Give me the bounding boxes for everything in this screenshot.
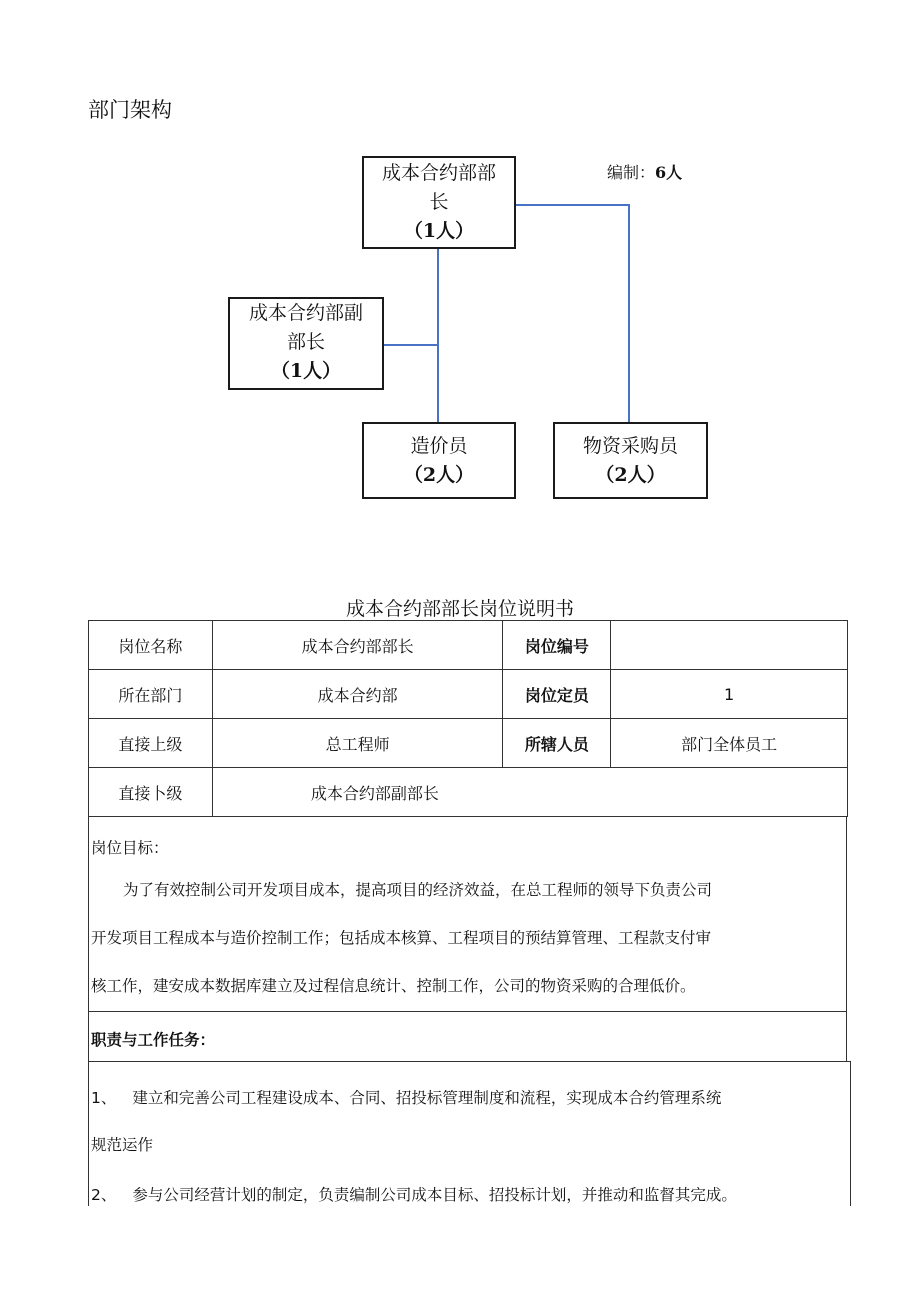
section-title: 部门架构 [88,98,172,122]
duty-item-1-text: 建立和完善公司工程建设成本、合同、招投标管理制度和流程，实现成本合约管理系统 [132,1089,722,1107]
duty-item-1-num: 1、 [91,1089,117,1107]
job-code-value [611,621,848,670]
table-row [89,719,848,768]
org-box-deputy [228,297,384,390]
duties-heading-row [88,1011,847,1061]
org-box-cost-engineer [362,422,516,499]
duty-item-2-text: 参与公司经营计划的制定，负责编制公司成本目标、招投标计划，并推动和监督其完成。 [132,1186,737,1204]
connector-head-down [437,248,439,422]
org-purchaser-count: （2人） [595,464,666,486]
job-goal-line-2: 开发项目工程成本与造价控制工作；包括成本核算、工程项目的预结算管理、工程款支付审 [91,929,712,947]
duties-list [88,1061,851,1206]
duty-item-1 [91,1086,721,1108]
org-purchaser-title: 物资采购员 [582,435,678,457]
org-box-head [362,156,516,249]
job-goal-label: 岗位目标： [91,839,169,857]
direct-report-value: 成本合约部副部长 [212,768,847,817]
duty-item-2-num: 2、 [91,1186,117,1204]
subordinates-label: 所辖人员 [503,719,611,768]
org-head-count: （1人） [403,220,475,242]
connector-purchaser-down [628,204,630,422]
headcount-value: 1 [611,670,848,719]
superior-value: 总工程师 [212,719,503,768]
job-goal-section [88,817,847,1011]
org-cost-engineer-count: （2人） [403,464,475,486]
headcount-label: 岗位定员 [503,670,611,719]
org-deputy-title-1: 成本合约部副 [248,302,363,324]
department-label: 所在部门 [89,670,213,719]
department-value: 成本合约部 [212,670,503,719]
org-cost-engineer-title: 造价员 [410,435,468,457]
job-info-table [88,620,848,817]
superior-label: 直接上级 [89,719,213,768]
org-deputy-title-2: 部长 [286,331,325,353]
table-row [89,621,848,670]
duties-heading: 职责与工作任务： [91,1031,216,1049]
job-code-label: 岗位编号 [503,621,611,670]
job-name-label: 岗位名称 [89,621,213,670]
table-row [89,670,848,719]
org-head-title-2: 长 [429,191,449,213]
connector-head-right [516,204,630,206]
direct-report-label: 直接卜级 [89,768,213,817]
duty-item-2 [91,1183,737,1205]
connector-deputy [383,344,438,346]
staffing-note-label: 编制： [607,163,656,182]
duty-item-1-cont: 规范运作 [91,1136,154,1154]
job-goal-line-3: 核工作，建安成本数据库建立及过程信息统计、控制工作，公司的物资采购的合理低价。 [91,977,696,995]
staffing-note [607,160,682,183]
job-name-value: 成本合约部部长 [212,621,503,670]
org-deputy-count: （1人） [270,360,342,382]
org-head-title-1: 成本合约部部 [381,162,496,184]
job-goal-line-1: 为了有效控制公司开发项目成本，提高项目的经济效益，在总工程师的领导下负责公司 [123,881,713,899]
staffing-note-value: 6人 [655,163,683,182]
subordinates-value: 部门全体员工 [611,719,848,768]
org-box-purchaser [553,422,708,499]
table-row [89,768,848,817]
doc-title: 成本合约部部长岗位说明书 [345,598,574,620]
